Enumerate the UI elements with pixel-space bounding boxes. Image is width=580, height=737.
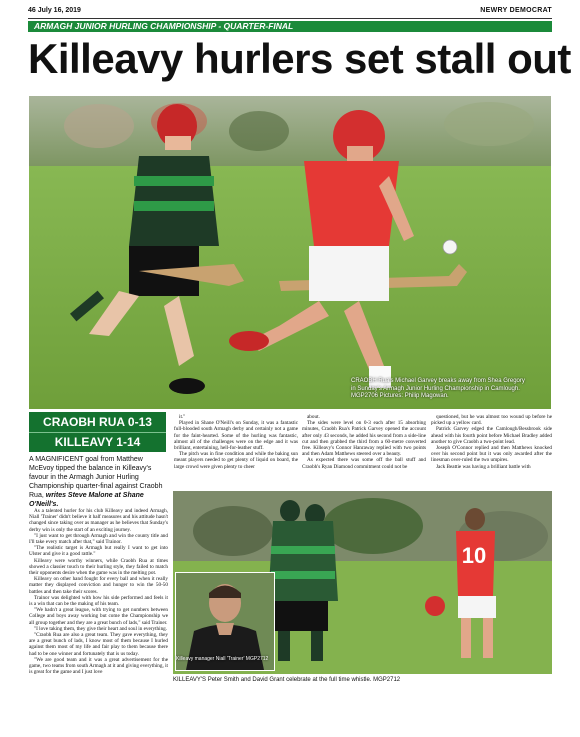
inset-caption: Killeavy manager Niall 'Trainer' MGP2712: [176, 656, 269, 662]
score-box: [29, 412, 166, 452]
paragraph: Trainor was delighted with how his side performed and feels it is a win that can be the making of his team.: [29, 594, 168, 608]
paragraph: As expected there was some off the ball stuff and Craobh's Ryan Diamond commitment could not be: [302, 457, 426, 470]
article-column-1: [29, 508, 168, 675]
article-column-2: [174, 414, 298, 470]
paragraph: about.: [307, 414, 320, 420]
paragraph: Jack Beattie was having a brilliant battle with: [436, 463, 531, 470]
article-intro: [29, 455, 168, 509]
paragraph: Joseph O'Connor replied and then Matthews knocked over his second point but it was only awarded after the linesman over-ruled the two umpires.: [431, 445, 552, 464]
paragraph: "We hadn't a great league, with trying to get numbers between College and boys away working but come the Championship we all group together and they are a great bunch of lads," said Trainer.: [29, 607, 168, 626]
paragraph: The sides were level on 0-3 each after 15 absorbing minutes, Craobh Rua's Patrick Garvey opened the account after only 43 seconds, he added his second from a side-line cut and then grabbed the third from a 60-metre converted free. Killeavy's Connor Hanraway replied with two points and then Adam Matthews steered over a beauty.: [302, 420, 426, 458]
score-team-a: CRAOBH RUA 0-13: [43, 415, 152, 429]
section-kicker: ARMAGH JUNIOR HURLING CHAMPIONSHIP - QUARTER-FINAL: [28, 21, 552, 32]
paragraph: The pitch was in fine condition and while the baking sun meant players needed to get plenty of liquid on board, the large crowd were given plenty to cheer: [174, 451, 298, 470]
score-divider: [29, 432, 166, 433]
article-column-3: [302, 414, 426, 470]
article-column-4: [431, 414, 552, 470]
paragraph: Killeavy were worthy winners, while Craobh Rua at times showed a classier touch to their hurling style, they failed to match their opponents desire when the game was in the melting pot.: [29, 557, 168, 577]
celebration-caption: KILLEAVY'S Peter Smith and David Grant celebrate at the full time whistle. MGP2712: [173, 677, 401, 683]
score-team-b: KILLEAVY 1-14: [54, 435, 141, 449]
paragraph: "Craobh Rua are also a great team. They gave everything, they are a great bunch of lads, I know most of them because I hurled against them most of my life and fair play to them because there had to be one winner and fortunately that is us today.: [29, 632, 168, 657]
paragraph: Patrick Garvey edged the Camlough/Bessbrook side ahead with his fourth point before Michael Bradley added another to give Craobh a two-point lead.: [431, 426, 552, 445]
paragraph: "The realistic target is Armagh but really I want to get into Ulster and give it a good rattle.": [29, 545, 168, 558]
main-photo: [29, 96, 551, 409]
paragraph: As a talented hurler for his club Killeavy and indeed Armagh, Niall 'Trainer' didn't believe it half measures and his attitude hasn't changed since taking over as manager as he believes that Sunday's derby win is only the start of an exciting journey.: [29, 508, 168, 533]
paragraph: Killeavy on other hand fought for every ball and when it really matter they displayed conviction and hunger to win the 50-50 battles and then take their scores.: [29, 576, 168, 595]
paragraph: questioned, but he was almost too wound up before he picked up a yellow card.: [431, 414, 552, 427]
masthead-name: NEWRY DEMOCRAT: [480, 7, 552, 14]
intro-text: A MAGNIFICENT goal from Matthew McEvoy tipped the balance in Killeavy's favour in the Armagh Junior Hurling Championship quarter-final against Craobh Rua,: [29, 456, 163, 499]
header-rule: [28, 18, 552, 19]
shirt-number: 10: [461, 543, 487, 568]
paragraph: "I just want to get through Armagh and win the county title and I'll take every match after that," said Trainor.: [29, 532, 168, 546]
headline: Killeavy hurlers set stall out: [28, 35, 571, 82]
paragraph: "We are good team and it was a great advertisement for the game, two teams from south Armagh at it and giving everything, it is great for the game and I just love: [29, 656, 168, 676]
main-photo-caption: CRAOBH Rua's Michael Garvey breaks away from Shea Gregory in Sunday's Armagh Junior Hurling Championship in Camlough. MGP2706 Pictures: Philip Magowan.: [351, 378, 525, 399]
folio-date: 46 July 16, 2019: [28, 7, 81, 14]
paragraph: Played in Shane O'Neill's on Sunday, it was a fantastic full-blooded south Armagh derby and certainly not a game for the faint-hearted. Some of the hurling was fantastic, almost all of the challenges were on the edge and it was brilliant, entertaining, hell-for-leather stuff.: [174, 420, 298, 452]
paragraph: it.": [179, 414, 186, 420]
paragraph: "I love taking them, they give their heart and soul in everything.: [34, 625, 168, 632]
byline: writes Steve Malone at Shane O'Neill's.: [29, 492, 144, 508]
